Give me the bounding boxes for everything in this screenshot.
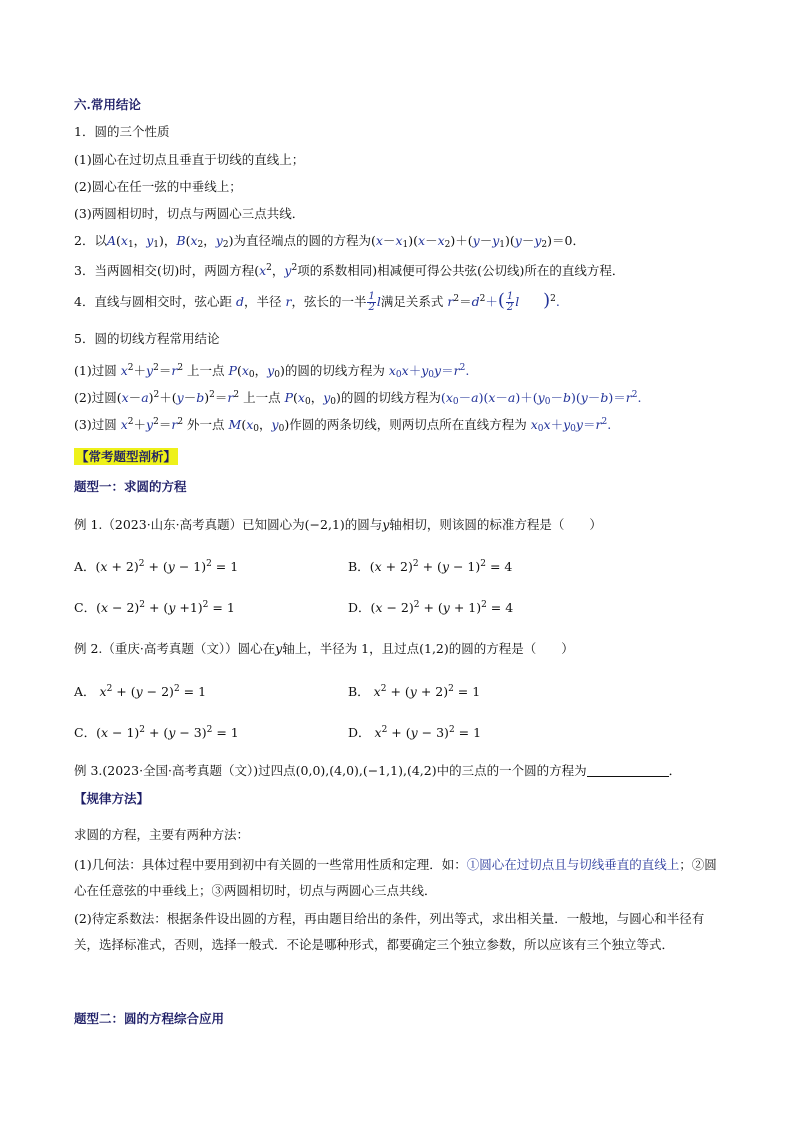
example-2-option-b[interactable]: B． $x^2 + (y + 2)^2 = 1$ [348, 683, 481, 699]
section-heading: 六.常用结论 [74, 97, 141, 112]
method-header: 【规律方法】 [74, 791, 150, 806]
type1-title: 题型一：求圆的方程 [74, 479, 187, 494]
method-2: (2)待定系数法：根据条件设出圆的方程，再由题目给出的条件，列出等式，求出相关量．一般地，与圆心和半径有关，选择标准式，否则，选择一般式．不论是哪种形式，都要确定三个独立参数，所以应该有三个独立等式． [74, 911, 705, 952]
item3: 3．当两圆相交(切)时，两圆方程($x^2$，$y^2$项的系数相同)相减便可得公共弦(公切线)所在的直线方程． [74, 263, 625, 278]
example-2-option-c[interactable]: C．$(x - 1)^2 + (y - 3)^2 = 1$ [74, 724, 239, 740]
item4: 4．直线与圆相交时，弦心距 d，半径 r，弦长的一半 $\frac{1}{2}$ l满足关系式 $r^2=d^2+$( $\frac{1}{2}$ l )$^2$. [74, 290, 560, 313]
answer-blank[interactable] [587, 764, 669, 777]
property-3: (3)两圆相切时，切点与两圆心三点共线． [74, 206, 305, 221]
method-1: (1)几何法：具体过程中要用到初中有关圆的一些常用性质和定理．如：①圆心在过切点且与切线垂直的直线上；②圆心在任意弦的中垂线上；③两圆相切时，切点与两圆心三点共线． [74, 857, 717, 898]
example-2-option-a[interactable]: A． $x^2 + (y - 2)^2 = 1$ [74, 683, 207, 699]
item2: 2．以$A(x_1$，$y_1$)，$B(x_2$，$y_2$)为直径端点的圆的方程为$(x-x_1)(x-x_2)+(y-y_1)(y-y_2)=0$． [74, 233, 586, 250]
item1-title: 1．圆的三个性质 [74, 124, 170, 139]
analysis-header: 【常考题型剖析】 [76, 449, 177, 464]
example-1-option-b[interactable]: B．$(x + 2)^2 + (y - 1)^2 = 4$ [348, 558, 513, 574]
tangent-1: (1)过圆 $x^2+y^2=r^2$ 上一点 $P(x_0$，$y_0$)的圆的切线方程为 $x_0x+y_0y=r^2$. [74, 363, 470, 380]
example-1-option-d[interactable]: D．$(x - 2)^2 + (y + 1)^2 = 4$ [348, 599, 514, 615]
method-intro: 求圆的方程，主要有两种方法： [74, 827, 250, 842]
example-2-stem: 例 2.（重庆·高考真题（文））圆心在y轴上，半径为 1，且过点(1,2)的圆的方程是（ ） [74, 641, 574, 656]
example-1-option-a[interactable]: A．$(x + 2)^2 + (y - 1)^2 = 1$ [74, 558, 239, 574]
example-3-stem: 例 3.(2023·全国·高考真题（文）)过四点(0,0),(4,0),(−1,1),(4,2)中的三点的一个圆的方程为 ． [74, 763, 682, 778]
tangent-2: (2)过圆$(x-a)^2+(y-b)^2=r^2$ 上一点 $P(x_0$，$y_0$)的圆的切线方程为$(x_0-a)(x-a)+(y_0-b)(y-b)=r^2$. [74, 390, 642, 407]
example-1-option-c[interactable]: C．$(x - 2)^2 + (y +1)^2 = 1$ [74, 599, 235, 615]
example-2-option-d[interactable]: D． $x^2 + (y - 3)^2 = 1$ [348, 724, 482, 740]
tangent-3: (3)过圆 $x^2+y^2=r^2$ 外一点 $M(x_0$，$y_0$)作圆的两条切线，则两切点所在直线方程为 $x_0x+y_0y=r^2$. [74, 417, 612, 434]
example-1-stem: 例 1.（2023·山东·高考真题）已知圆心为(−2,1)的圆与y轴相切，则该圆的标准方程是（ ） [74, 517, 602, 532]
type2-title: 题型二：圆的方程综合应用 [74, 1011, 225, 1026]
property-1: (1)圆心在过切点且垂直于切线的直线上； [74, 152, 305, 167]
property-2: (2)圆心在任一弦的中垂线上； [74, 179, 242, 194]
item5-title: 5．圆的切线方程常用结论 [74, 331, 220, 346]
